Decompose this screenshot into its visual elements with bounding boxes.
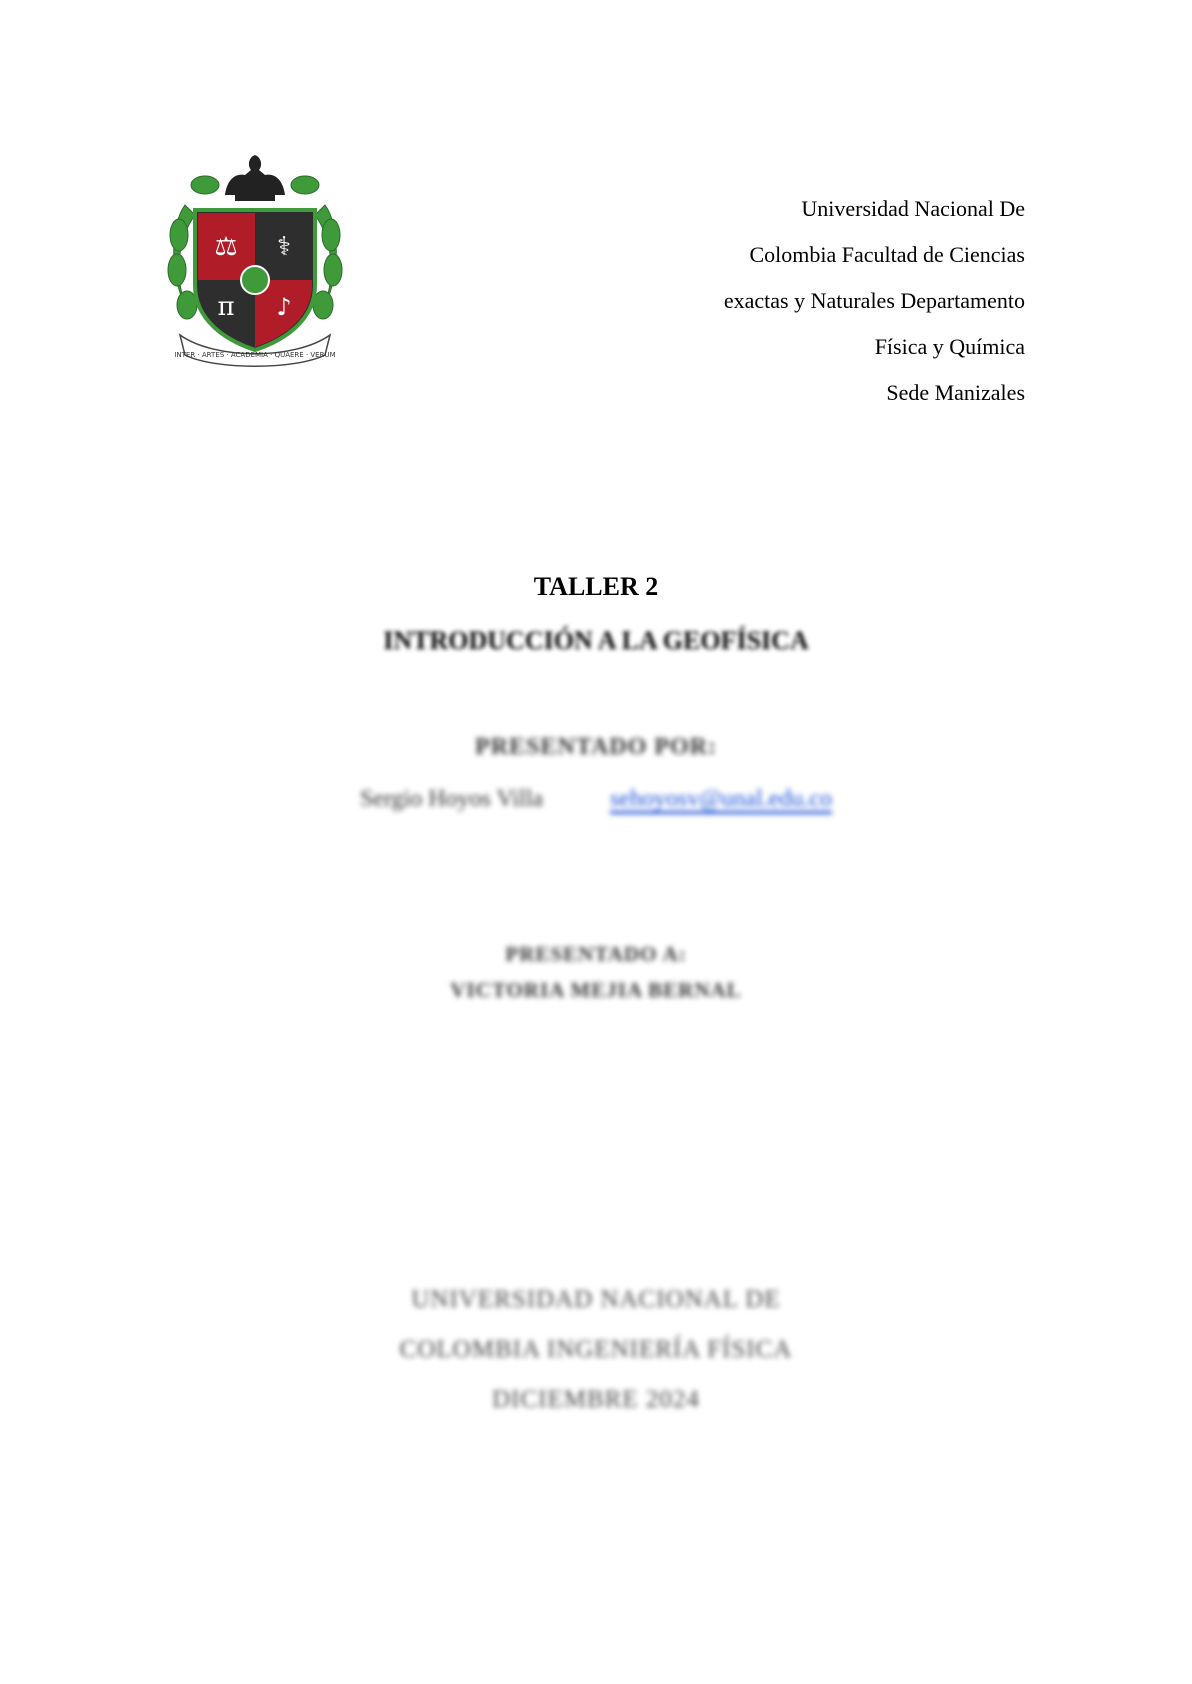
footer-line: COLOMBIA INGENIERÍA FÍSICA xyxy=(399,1336,793,1363)
svg-text:INTER · ARTES · ACADEMIA · QUA: INTER · ARTES · ACADEMIA · QUAERE · VERUM xyxy=(174,351,336,359)
author-row xyxy=(360,786,833,813)
footer-line: UNIVERSIDAD NACIONAL DE xyxy=(411,1286,781,1313)
document-subtitle: INTRODUCCIÓN A LA GEOFÍSICA xyxy=(383,626,809,655)
svg-text:♪: ♪ xyxy=(276,293,292,321)
institution-header xyxy=(724,186,1025,416)
svg-text:π: π xyxy=(217,292,235,322)
author-name: Sergio Hoyos Villa xyxy=(360,786,544,812)
svg-text:⚖: ⚖ xyxy=(214,232,238,262)
header-line: Universidad Nacional De xyxy=(801,196,1025,221)
document-title: TALLER 2 xyxy=(533,572,659,601)
header-line: exactas y Naturales Departamento xyxy=(723,288,1025,313)
header-line: Sede Manizales xyxy=(886,380,1025,405)
svg-text:⚕: ⚕ xyxy=(276,232,292,262)
header-line: Física y Química xyxy=(874,334,1025,359)
presented-to-label: PRESENTADO A: xyxy=(505,942,687,966)
author-email-link[interactable]: sehoyosv@unal.edu.co xyxy=(610,786,833,812)
header-line: Colombia Facultad de Ciencias xyxy=(749,242,1025,267)
footer-line: DICIEMBRE 2024 xyxy=(492,1386,700,1413)
teacher-name: VICTORIA MEJIA BERNAL xyxy=(450,978,742,1002)
university-crest-logo xyxy=(165,145,345,370)
presented-by-label: PRESENTADO POR: xyxy=(475,734,717,760)
